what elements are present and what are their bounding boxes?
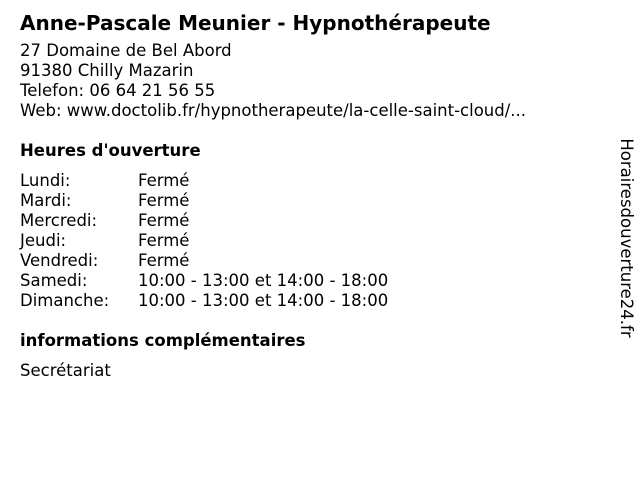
site-watermark: Horairesdouverture24.fr [617,138,636,338]
phone-line: Telefon: 06 64 21 56 55 [20,81,216,100]
info-text: Secrétariat [20,361,111,380]
day-label: Dimanche: [20,291,110,310]
hours-row-sunday [20,291,388,311]
address-block [20,41,610,121]
day-hours: 10:00 - 13:00 et 14:00 - 18:00 [138,291,389,310]
business-name: Anne-Pascale Meunier - Hypnothérapeute [20,11,491,35]
day-label: Mardi: [20,191,72,210]
business-card [20,10,610,381]
hours-row-wednesday [20,211,388,231]
day-hours: Fermé [138,171,190,190]
info-heading: informations complémentaires [20,331,306,350]
day-hours: Fermé [138,251,190,270]
day-hours: Fermé [138,191,190,210]
day-label: Vendredi: [20,251,99,270]
hours-row-monday [20,171,388,191]
day-label: Lundi: [20,171,71,190]
web-line: Web: www.doctolib.fr/hypnotherapeute/la-celle-saint-cloud/... [20,101,527,120]
hours-row-tuesday [20,191,388,211]
day-label: Samedi: [20,271,88,290]
day-label: Jeudi: [20,231,67,250]
day-hours: Fermé [138,231,190,250]
address-street: 27 Domaine de Bel Abord [20,41,232,60]
hours-row-saturday [20,271,388,291]
hours-row-thursday [20,231,388,251]
hours-heading: Heures d'ouverture [20,141,201,160]
hours-table [20,171,388,311]
hours-row-friday [20,251,388,271]
address-city: 91380 Chilly Mazarin [20,61,194,80]
day-hours: 10:00 - 13:00 et 14:00 - 18:00 [138,271,389,290]
day-hours: Fermé [138,211,190,230]
day-label: Mercredi: [20,211,98,230]
